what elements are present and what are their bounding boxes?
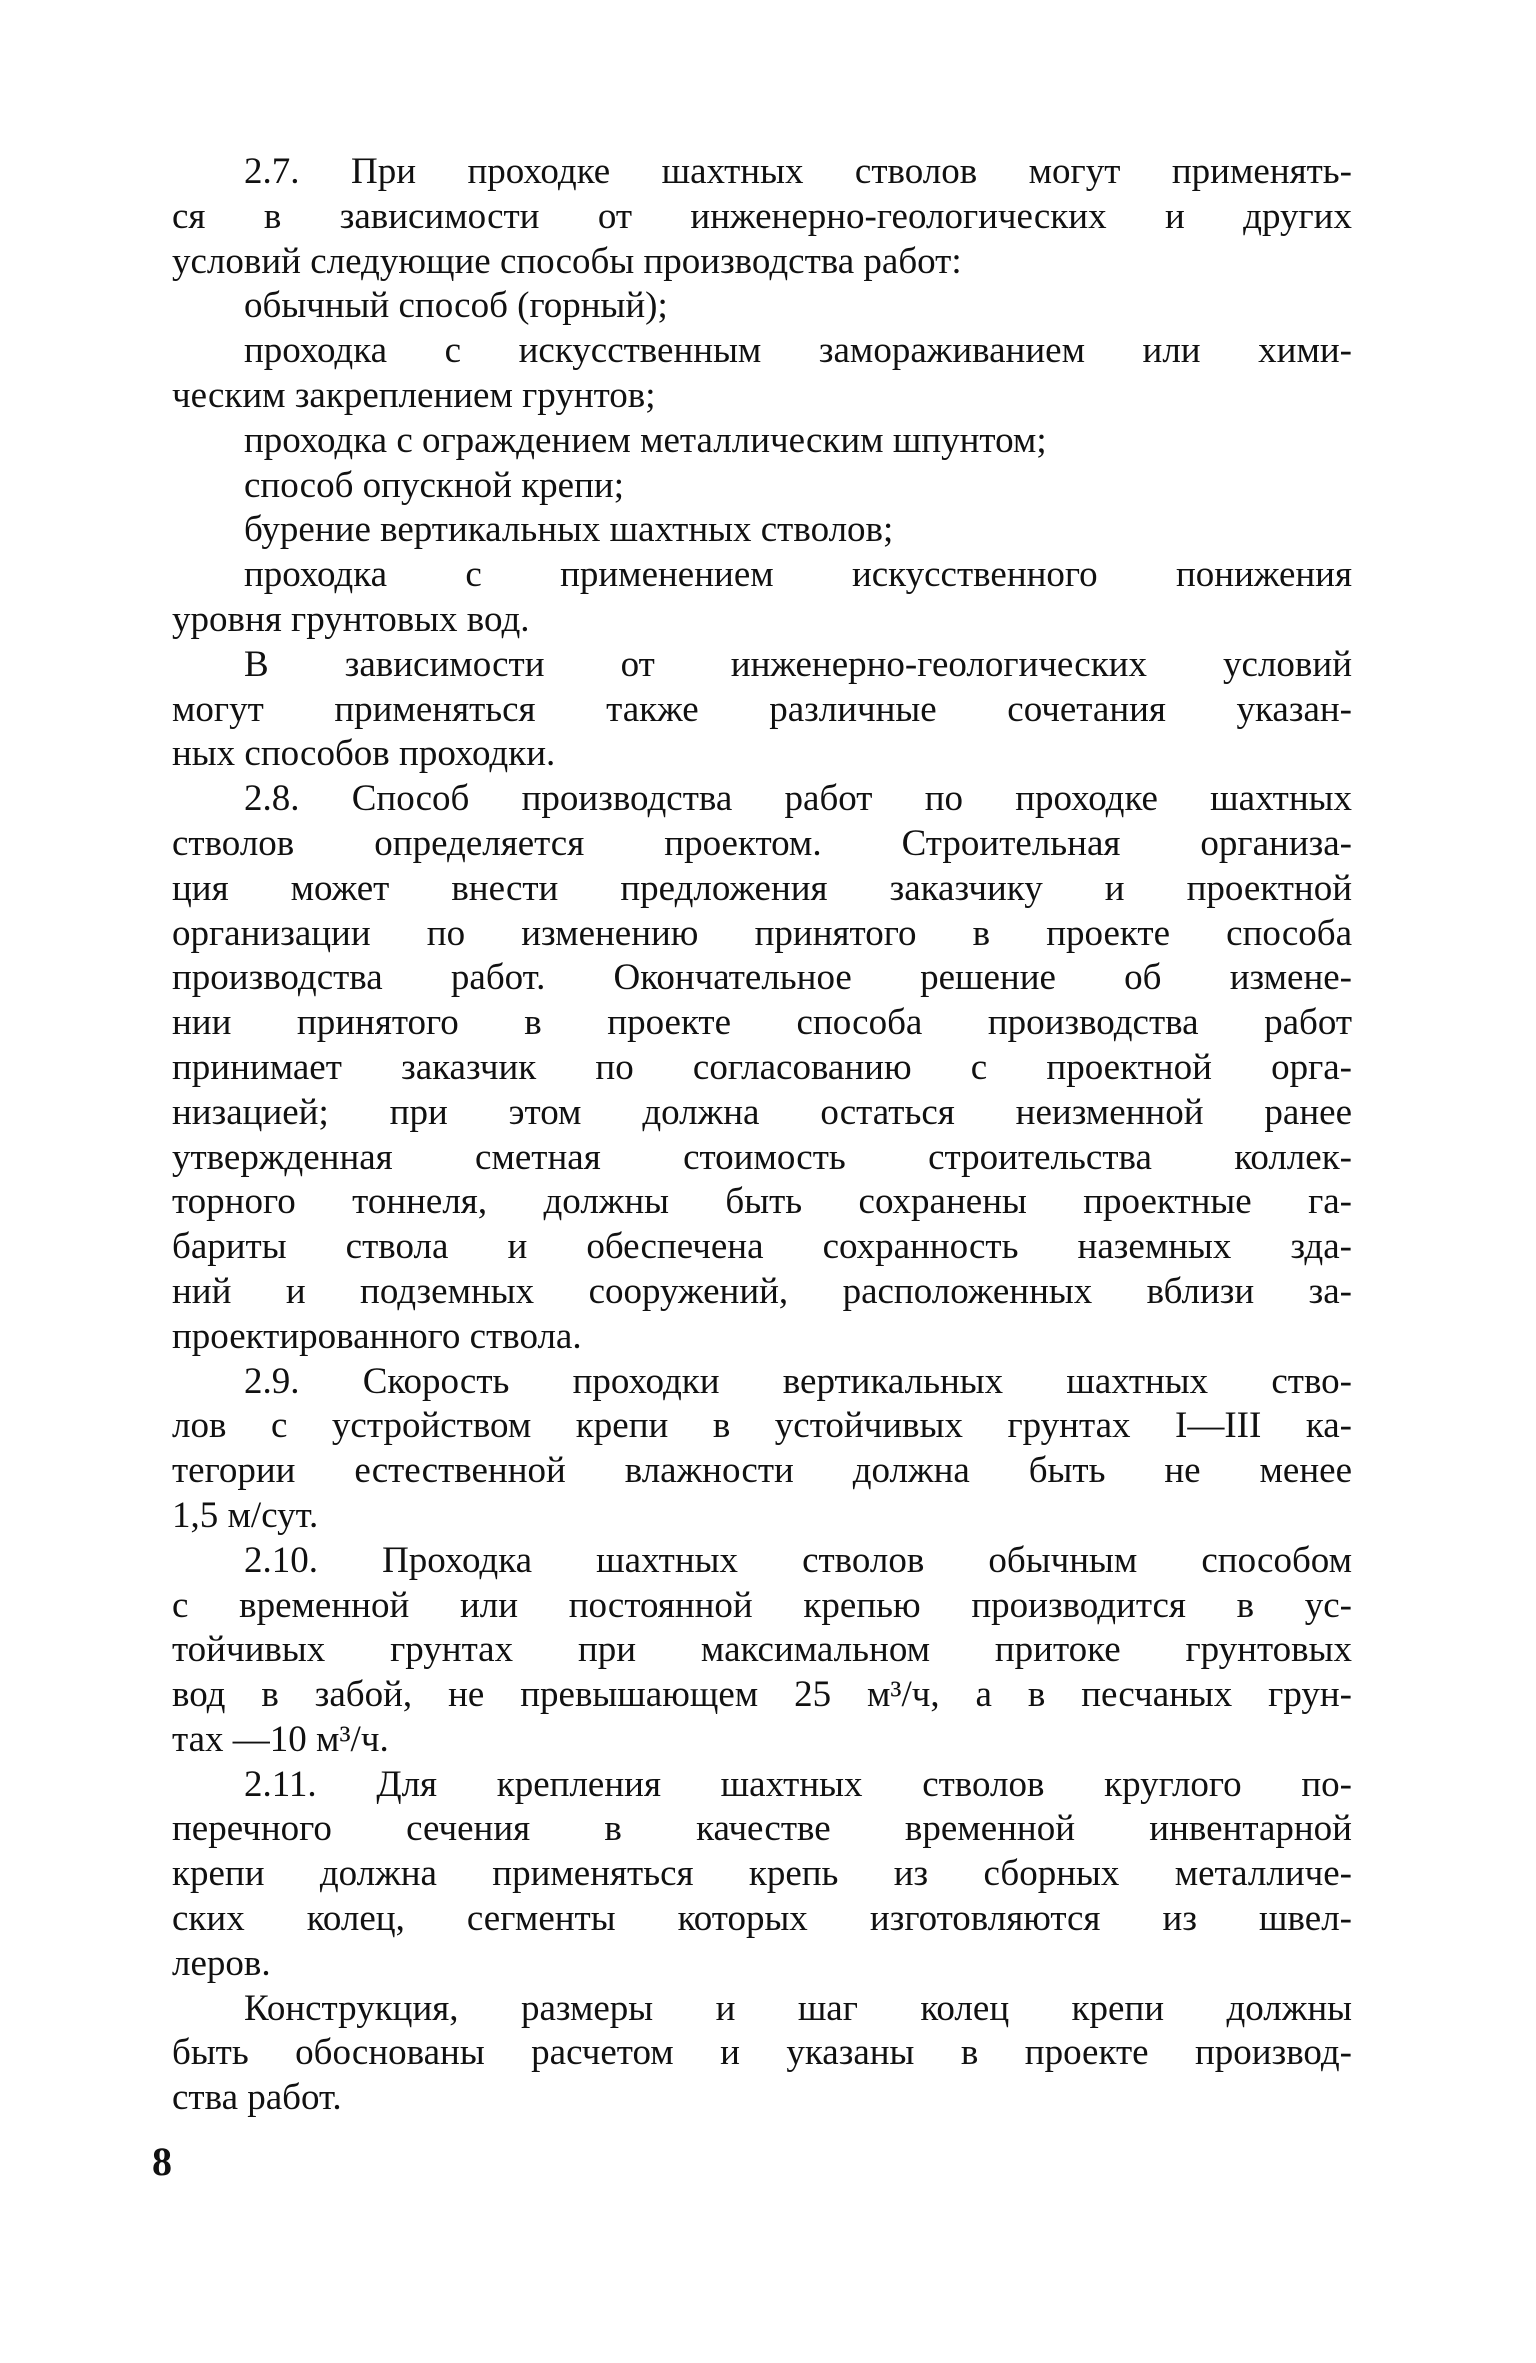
- text-line: 2.11. Для крепления шахтных стволов круглого по-: [244, 1763, 1352, 1805]
- text-line: ся в зависимости от инженерно-геологических и других: [172, 195, 1352, 237]
- text-line: способ опускной крепи;: [244, 464, 624, 506]
- text-line: 2.7. При проходке шахтных стволов могут применять-: [244, 151, 1352, 192]
- text-line: нии принятого в проекте способа производства работ: [172, 1002, 1352, 1044]
- text-line: проектированного ствола.: [172, 1315, 582, 1357]
- text-line: с временной или постоянной крепью производится в ус-: [172, 1584, 1352, 1626]
- text-line: 2.10. Проходка шахтных стволов обычным способом: [244, 1539, 1352, 1581]
- text-line: обычный способ (горный);: [244, 285, 668, 327]
- text-line: лов с устройством крепи в устойчивых грунтах I—III ка-: [172, 1405, 1352, 1447]
- text-line: торного тоннеля, должны быть сохранены проектные га-: [172, 1181, 1352, 1223]
- text-line: бариты ствола и обеспечена сохранность наземных зда-: [172, 1226, 1352, 1268]
- text-line: производства работ. Окончательное решение об измене-: [172, 957, 1352, 999]
- text-line: утвержденная сметная стоимость строительства коллек-: [172, 1136, 1352, 1178]
- text-line: тегории естественной влажности должна быть не менее: [172, 1450, 1352, 1492]
- text-line: условий следующие способы производства работ:: [172, 240, 962, 282]
- text-line: крепи должна применяться крепь из сборных металличе-: [172, 1853, 1352, 1895]
- text-line: быть обоснованы расчетом и указаны в проекте производ-: [172, 2032, 1352, 2074]
- page-number: 8: [152, 2139, 172, 2184]
- text-line: принимает заказчик по согласованию с проектной орга-: [172, 1046, 1352, 1088]
- text-line: могут применяться также различные сочетания указан-: [172, 688, 1352, 730]
- text-line: 1,5 м/сут.: [172, 1494, 319, 1536]
- body-text: [172, 150, 1352, 2121]
- text-line: Конструкция, размеры и шаг колец крепи должны: [244, 1987, 1352, 2029]
- text-line: В зависимости от инженерно-геологических условий: [244, 643, 1352, 685]
- text-line: тойчивых грунтах при максимальном притоке грунтовых: [172, 1629, 1352, 1671]
- text-line: низацией; при этом должна остаться неизменной ранее: [172, 1091, 1352, 1133]
- text-line: ных способов проходки.: [172, 733, 556, 775]
- text-line: проходка с ограждением металлическим шпунтом;: [244, 419, 1047, 461]
- text-line: ских колец, сегменты которых изготовляются из швел-: [172, 1898, 1352, 1940]
- text-line: уровня грунтовых вод.: [172, 598, 530, 640]
- text-line: стволов определяется проектом. Строительная организа-: [172, 822, 1352, 864]
- text-line: ческим закреплением грунтов;: [172, 374, 656, 416]
- text-line: тах —10 м³/ч.: [172, 1718, 389, 1760]
- text-line: 2.9. Скорость проходки вертикальных шахтных ство-: [244, 1360, 1352, 1402]
- text-line: ция может внести предложения заказчику и проектной: [172, 867, 1352, 909]
- text-line: вод в забой, не превышающем 25 м³/ч, а в песчаных грун-: [172, 1674, 1352, 1716]
- text-line: организации по изменению принятого в проекте способа: [172, 912, 1352, 954]
- text-line: проходка с применением искусственного понижения: [244, 554, 1352, 596]
- text-line: ства работ.: [172, 2077, 342, 2119]
- text-line: проходка с искусственным замораживанием или хими-: [244, 330, 1352, 372]
- text-line: бурение вертикальных шахтных стволов;: [244, 509, 894, 551]
- text-line: 2.8. Способ производства работ по проходке шахтных: [244, 778, 1352, 820]
- text-line: леров.: [172, 1942, 271, 1984]
- text-line: перечного сечения в качестве временной инвентарной: [172, 1808, 1352, 1850]
- text-line: ний и подземных сооружений, расположенных вблизи за-: [172, 1270, 1352, 1312]
